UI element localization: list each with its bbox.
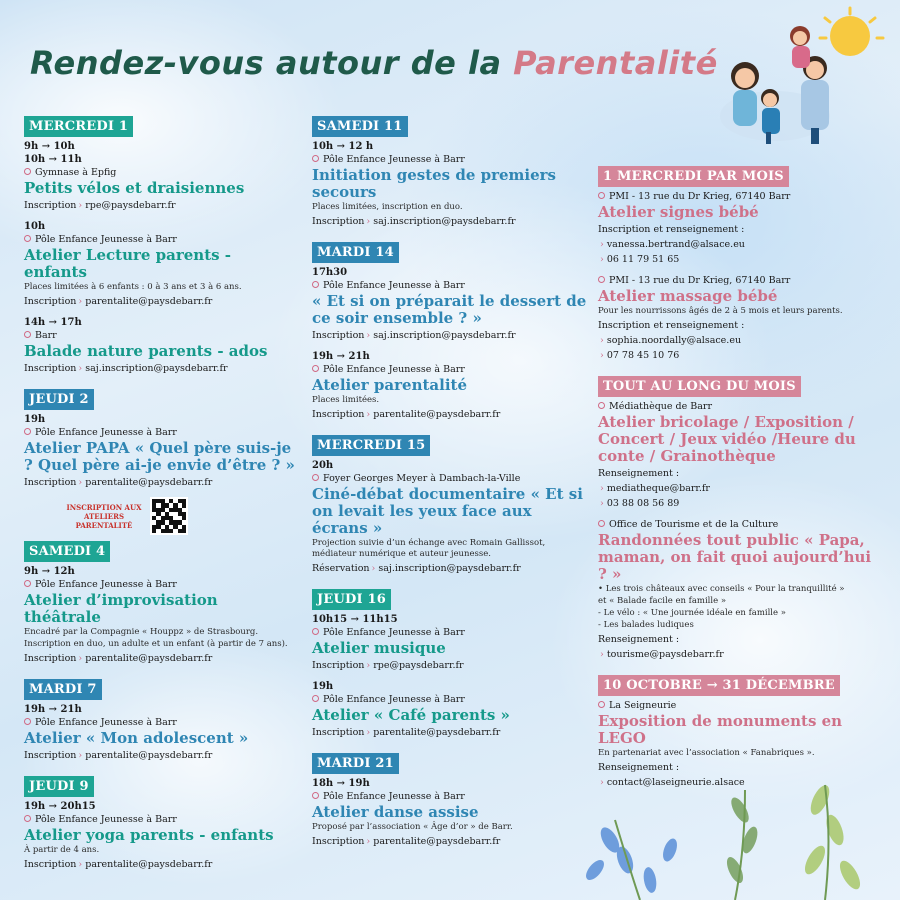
inscription-label: Inscription <box>312 836 365 847</box>
contact-label: Inscription et renseignement : <box>598 224 745 235</box>
event-location <box>24 329 299 342</box>
inscription-label: Inscription <box>24 296 77 307</box>
inscription-line <box>312 215 587 228</box>
arrow-icon: › <box>366 660 371 671</box>
inscription-email[interactable]: parentalite@paysdebarr.fr <box>373 727 501 738</box>
event-time: 18h → 19h <box>312 778 370 789</box>
location-pin-icon <box>24 428 31 435</box>
contact-value[interactable]: 03 88 08 56 89 <box>606 498 680 509</box>
arrow-icon: › <box>78 477 83 488</box>
day-header: TOUT AU LONG DU MOIS <box>598 376 801 397</box>
arrow-icon: › <box>78 750 83 761</box>
location-text: Pôle Enfance Jeunesse à Barr <box>323 280 465 291</box>
inscription-label: Inscription <box>312 727 365 738</box>
event-note: Encadré par la Compagnie « Houppz » de Strasbourg. <box>24 627 259 637</box>
event-time: 14h → 17h <box>24 317 82 328</box>
event-location <box>598 699 883 712</box>
location-text: Pôle Enfance Jeunesse à Barr <box>35 579 177 590</box>
inscription-line <box>312 659 587 672</box>
day-header: MERCREDI 1 <box>24 116 133 137</box>
arrow-icon: › <box>78 859 83 870</box>
event-note: Places limitées à 6 enfants : 0 à 3 ans et 3 à 6 ans. <box>24 282 242 292</box>
location-text: Pôle Enfance Jeunesse à Barr <box>323 791 465 802</box>
event-title: « Et si on préparait le dessert de ce soir ensemble ? » <box>312 292 587 327</box>
location-pin-icon <box>24 331 31 338</box>
inscription-label: Réservation <box>312 563 370 574</box>
contact-line <box>598 238 883 251</box>
event-location <box>24 813 299 826</box>
inscription-label: Inscription <box>24 653 77 664</box>
event-time: 19h <box>312 681 334 692</box>
inscription-email[interactable]: parentalite@paysdebarr.fr <box>373 409 501 420</box>
location-pin-icon <box>598 520 605 527</box>
event-note: Places limitées, inscription en duo. <box>312 202 463 212</box>
inscription-email[interactable]: saj.inscription@paysdebarr.fr <box>373 216 516 227</box>
event-time: 10h → 11h <box>24 154 82 165</box>
contact-value[interactable]: 07 78 45 10 76 <box>606 350 680 361</box>
title-part2: Parentalité <box>513 44 718 82</box>
location-text: Office de Tourisme et de la Culture <box>609 519 779 530</box>
leaves-decoration <box>570 780 900 900</box>
event-location <box>312 693 587 706</box>
arrow-icon: › <box>600 350 604 361</box>
arrow-icon: › <box>78 363 83 374</box>
contact-label: Inscription et renseignement : <box>598 320 745 331</box>
location-pin-icon <box>24 168 31 175</box>
event-note: - Les balades ludiques <box>598 620 694 630</box>
event-time: 19h <box>24 414 46 425</box>
qr-label: INSCRIPTION AUX ATELIERS PARENTALITÉ <box>66 502 142 530</box>
event-item <box>312 266 587 342</box>
location-text: La Seigneurie <box>609 700 677 711</box>
event-time: 10h15 → 11h15 <box>312 614 398 625</box>
event-item <box>312 140 587 228</box>
contact-label: Renseignement : <box>598 634 680 645</box>
event-title: Atelier « Mon adolescent » <box>24 729 249 747</box>
arrow-icon: › <box>600 649 604 660</box>
inscription-line <box>24 652 299 665</box>
event-item <box>312 613 587 672</box>
contact-line <box>598 776 883 789</box>
column-2 <box>312 110 587 856</box>
event-item <box>24 800 299 871</box>
day-header: 10 OCTOBRE → 31 DÉCEMBRE <box>598 675 840 696</box>
inscription-line <box>312 329 587 342</box>
event-time: 19h → 21h <box>24 704 82 715</box>
inscription-line <box>24 199 299 212</box>
inscription-line <box>312 835 587 848</box>
day-header: JEUDI 9 <box>24 776 94 797</box>
event-time: 17h30 <box>312 267 348 278</box>
day-header: MARDI 21 <box>312 753 399 774</box>
event-location <box>24 233 299 246</box>
event-note: En partenariat avec l’association « Fanabriques ». <box>598 748 815 758</box>
event-location <box>24 166 299 179</box>
inscription-label: Inscription <box>312 409 365 420</box>
location-text: Pôle Enfance Jeunesse à Barr <box>35 814 177 825</box>
location-text: Pôle Enfance Jeunesse à Barr <box>323 694 465 705</box>
arrow-icon: › <box>78 296 83 307</box>
arrow-icon: › <box>366 836 371 847</box>
location-text: PMI - 13 rue du Dr Krieg, 67140 Barr <box>609 275 791 286</box>
event-item <box>312 680 587 739</box>
arrow-icon: › <box>366 727 371 738</box>
inscription-email[interactable]: saj.inscription@paysdebarr.fr <box>373 330 516 341</box>
location-pin-icon <box>312 155 319 162</box>
event-item <box>598 274 883 362</box>
location-pin-icon <box>598 701 605 708</box>
event-item <box>598 518 883 661</box>
inscription-line <box>24 476 299 489</box>
arrow-icon: › <box>366 409 371 420</box>
qr-code-icon[interactable] <box>150 497 188 535</box>
event-note: • Les trois châteaux avec conseils « Pour la tranquillité » <box>598 584 845 594</box>
arrow-icon: › <box>600 239 604 250</box>
event-item <box>312 777 587 848</box>
event-item <box>312 459 587 575</box>
location-text: Pôle Enfance Jeunesse à Barr <box>323 627 465 638</box>
inscription-email[interactable]: saj.inscription@paysdebarr.fr <box>85 363 228 374</box>
location-pin-icon <box>312 792 319 799</box>
event-title: Exposition de monuments en LEGO <box>598 712 843 747</box>
inscription-email[interactable]: parentalite@paysdebarr.fr <box>85 750 213 761</box>
event-item <box>598 699 883 789</box>
event-title: Atelier musique <box>312 639 446 657</box>
event-note: Projection suivie d’un échange avec Romain Gallissot, médiateur numérique et auteur jeunesse. <box>312 538 546 559</box>
contact-value[interactable]: vanessa.bertrand@alsace.eu <box>606 239 745 250</box>
inscription-line <box>24 749 299 762</box>
event-note: Proposé par l’association « Âge d’or » de Barr. <box>312 822 513 832</box>
event-time: 9h → 12h <box>24 566 75 577</box>
location-text: Foyer Georges Meyer à Dambach-la-Ville <box>323 473 521 484</box>
qr-block <box>64 497 299 535</box>
event-location <box>598 274 883 287</box>
arrow-icon: › <box>366 330 371 341</box>
inscription-label: Inscription <box>24 750 77 761</box>
inscription-email[interactable]: parentalite@paysdebarr.fr <box>85 859 213 870</box>
inscription-line <box>24 295 299 308</box>
arrow-icon: › <box>78 653 83 664</box>
inscription-label: Inscription <box>24 363 77 374</box>
day-header: JEUDI 16 <box>312 589 391 610</box>
inscription-label: Inscription <box>312 330 365 341</box>
contact-value[interactable]: contact@laseigneurie.alsace <box>606 777 745 788</box>
location-text: Pôle Enfance Jeunesse à Barr <box>323 364 465 375</box>
inscription-line <box>312 726 587 739</box>
event-title: Initiation gestes de premiers secours <box>312 166 556 201</box>
inscription-line <box>24 362 299 375</box>
day-header: MARDI 14 <box>312 242 399 263</box>
event-title: Balade nature parents - ados <box>24 342 268 360</box>
event-title: Randonnées tout public « Papa, maman, on fait quoi aujourd’hui ? » <box>598 531 872 583</box>
event-location <box>24 578 299 591</box>
event-location <box>312 472 587 485</box>
event-title: Petits vélos et draisiennes <box>24 179 245 197</box>
location-pin-icon <box>598 276 605 283</box>
event-location <box>312 790 587 803</box>
event-location <box>598 190 883 203</box>
event-item <box>24 220 299 308</box>
event-location <box>24 426 299 439</box>
inscription-email[interactable]: rpe@paysdebarr.fr <box>373 660 464 671</box>
inscription-email[interactable]: parentalite@paysdebarr.fr <box>85 477 213 488</box>
location-pin-icon <box>312 474 319 481</box>
event-time: 19h → 20h15 <box>24 801 96 812</box>
inscription-line <box>312 408 587 421</box>
location-text: Barr <box>35 330 57 341</box>
inscription-label: Inscription <box>312 660 365 671</box>
event-title: Atelier PAPA « Quel père suis-je ? Quel père ai-je envie d’être ? » <box>24 439 295 474</box>
event-item <box>24 140 299 212</box>
day-header: SAMEDI 4 <box>24 541 110 562</box>
day-header: JEUDI 2 <box>24 389 94 410</box>
event-note: À partir de 4 ans. <box>24 845 100 855</box>
event-time: 19h → 21h <box>312 351 370 362</box>
sun-icon <box>820 8 883 56</box>
event-note: Inscription en duo, un adulte et un enfant (à partir de 7 ans). <box>24 639 288 649</box>
event-time: 10h <box>24 221 46 232</box>
arrow-icon: › <box>366 216 371 227</box>
inscription-label: Inscription <box>24 477 77 488</box>
location-pin-icon <box>24 580 31 587</box>
location-pin-icon <box>24 815 31 822</box>
event-location <box>312 279 587 292</box>
event-item <box>24 703 299 762</box>
arrow-icon: › <box>600 483 604 494</box>
contact-line <box>598 648 883 661</box>
event-item <box>312 350 587 421</box>
title-part1: Rendez-vous autour de la <box>30 44 502 82</box>
event-note: et « Balade facile en famille » <box>598 596 727 606</box>
contact-value[interactable]: 06 11 79 51 65 <box>606 254 680 265</box>
inscription-email[interactable]: parentalite@paysdebarr.fr <box>85 296 213 307</box>
location-pin-icon <box>312 695 319 702</box>
contact-line <box>598 253 883 266</box>
day-header: 1 MERCREDI PAR MOIS <box>598 166 789 187</box>
event-location <box>598 400 883 413</box>
contact-label: Renseignement : <box>598 468 680 479</box>
contact-value[interactable]: mediatheque@barr.fr <box>606 483 710 494</box>
event-location <box>312 363 587 376</box>
contact-value[interactable]: sophia.noordally@alsace.eu <box>606 335 742 346</box>
contact-value[interactable]: tourisme@paysdebarr.fr <box>606 649 724 660</box>
location-text: Pôle Enfance Jeunesse à Barr <box>35 717 177 728</box>
event-time: 9h → 10h <box>24 141 75 152</box>
event-title: Atelier « Café parents » <box>312 706 510 724</box>
inscription-label: Inscription <box>24 859 77 870</box>
column-3 <box>598 160 883 797</box>
day-header: SAMEDI 11 <box>312 116 408 137</box>
event-note: Pour les nourrissons âgés de 2 à 5 mois et leurs parents. <box>598 306 843 316</box>
event-item <box>24 316 299 375</box>
inscription-email[interactable]: parentalite@paysdebarr.fr <box>85 653 213 664</box>
arrow-icon: › <box>78 200 83 211</box>
contact-line <box>598 482 883 495</box>
contact-line <box>598 497 883 510</box>
location-text: Médiathèque de Barr <box>609 401 712 412</box>
event-item <box>24 413 299 489</box>
event-item <box>598 400 883 510</box>
location-text: Pôle Enfance Jeunesse à Barr <box>35 234 177 245</box>
location-pin-icon <box>24 235 31 242</box>
location-text: Gymnase à Epfig <box>35 167 117 178</box>
event-title: Atelier signes bébé <box>598 203 759 221</box>
arrow-icon: › <box>600 254 604 265</box>
inscription-email[interactable]: saj.inscription@paysdebarr.fr <box>378 563 521 574</box>
event-location <box>312 626 587 639</box>
event-title: Atelier d’improvisation théâtrale <box>24 591 218 626</box>
location-pin-icon <box>312 281 319 288</box>
event-title: Atelier massage bébé <box>598 287 778 305</box>
contact-line <box>598 334 883 347</box>
event-location <box>24 716 299 729</box>
event-note: - Le vélo : « Une journée idéale en famille » <box>598 608 786 618</box>
location-text: Pôle Enfance Jeunesse à Barr <box>323 154 465 165</box>
day-header: MERCREDI 15 <box>312 435 430 456</box>
event-location <box>598 518 883 531</box>
location-text: Pôle Enfance Jeunesse à Barr <box>35 427 177 438</box>
event-title: Atelier yoga parents - enfants <box>24 826 274 844</box>
location-text: PMI - 13 rue du Dr Krieg, 67140 Barr <box>609 191 791 202</box>
column-1 <box>24 110 299 879</box>
event-note: Places limitées. <box>312 395 380 405</box>
location-pin-icon <box>24 718 31 725</box>
event-item <box>24 565 299 665</box>
inscription-email[interactable]: rpe@paysdebarr.fr <box>85 200 176 211</box>
event-location <box>312 153 587 166</box>
location-pin-icon <box>312 628 319 635</box>
contact-line <box>598 349 883 362</box>
inscription-email[interactable]: parentalite@paysdebarr.fr <box>373 836 501 847</box>
event-title: Atelier parentalité <box>312 376 467 394</box>
location-pin-icon <box>598 192 605 199</box>
event-time: 20h <box>312 460 334 471</box>
inscription-label: Inscription <box>312 216 365 227</box>
arrow-icon: › <box>600 335 604 346</box>
event-title: Atelier bricolage / Exposition / Concert / Jeux vidéo /Heure du conte / Grainothèque <box>598 413 856 465</box>
event-title: Atelier danse assise <box>312 803 479 821</box>
contact-label: Renseignement : <box>598 762 680 773</box>
inscription-line <box>312 562 587 575</box>
arrow-icon: › <box>600 498 604 509</box>
event-item <box>598 190 883 266</box>
inscription-line <box>24 858 299 871</box>
page-title <box>30 44 718 82</box>
event-time: 10h → 12 h <box>312 141 374 152</box>
arrow-icon: › <box>371 563 376 574</box>
inscription-label: Inscription <box>24 200 77 211</box>
arrow-icon: › <box>600 777 604 788</box>
event-title: Atelier Lecture parents - enfants <box>24 246 232 281</box>
family-illustration <box>715 6 890 146</box>
day-header: MARDI 7 <box>24 679 102 700</box>
location-pin-icon <box>312 365 319 372</box>
event-title: Ciné-débat documentaire « Et si on levait les yeux face aux écrans » <box>312 485 583 537</box>
location-pin-icon <box>598 402 605 409</box>
